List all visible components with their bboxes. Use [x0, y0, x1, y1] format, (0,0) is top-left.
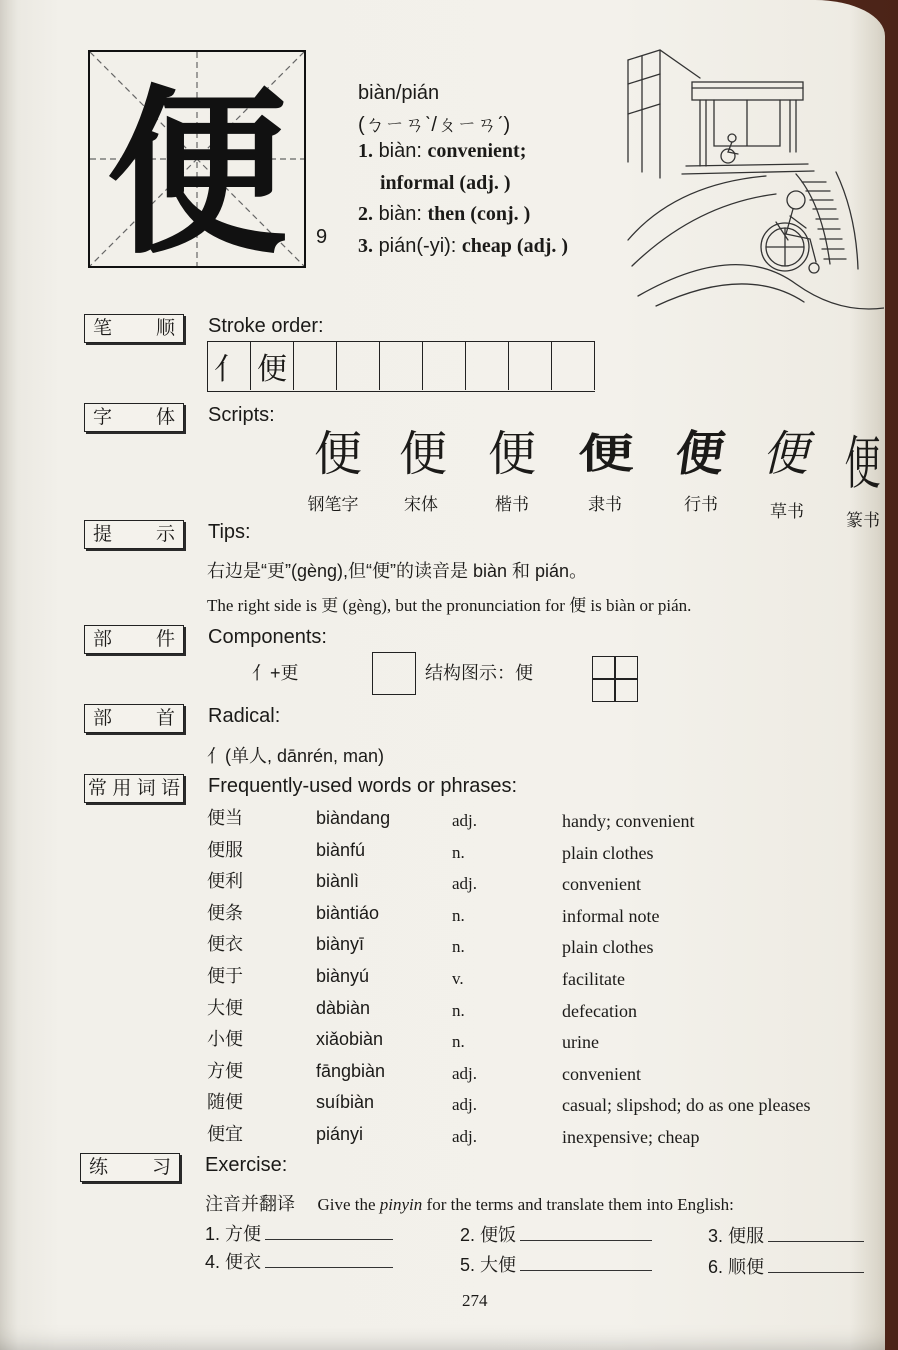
- structure-diagram: [592, 656, 638, 702]
- definition-reading: pián(-yi):: [378, 235, 457, 257]
- exercise-term: 便服: [728, 1226, 765, 1246]
- definition-number: 2.: [358, 203, 373, 225]
- word-meaning: facilitate: [562, 968, 625, 989]
- definition-gloss: informal (adj. ): [380, 172, 511, 194]
- table-row: [207, 803, 867, 835]
- word-term: 随便: [207, 1092, 243, 1113]
- definition-gloss: cheap (adj. ): [461, 235, 569, 257]
- exercise-term: 顺便: [728, 1257, 765, 1277]
- script-name: 楷书: [495, 495, 529, 514]
- word-pinyin: biànyī: [316, 934, 365, 955]
- word-pos: n.: [452, 1000, 465, 1020]
- table-row: [207, 1119, 867, 1151]
- word-meaning: plain clothes: [562, 937, 654, 958]
- script-glyph-cao: 便: [759, 426, 819, 482]
- word-term: 便利: [207, 871, 243, 892]
- word-meaning: informal note: [562, 905, 660, 926]
- stroke-box-empty: [509, 342, 552, 390]
- word-term: 方便: [207, 1060, 243, 1081]
- answer-blank: [768, 1225, 864, 1242]
- word-pos: adj.: [452, 874, 478, 894]
- word-term: 小便: [207, 1029, 243, 1050]
- word-meaning: urine: [562, 1032, 599, 1053]
- script-glyph-xing: 便: [672, 426, 728, 482]
- exercise-item: [460, 1221, 652, 1247]
- word-meaning: convenient: [562, 1063, 641, 1084]
- answer-blank: [520, 1224, 652, 1241]
- table-row: [207, 866, 867, 898]
- exercise-number: 1.: [205, 1224, 221, 1244]
- tip-english: The right side is 更 (gèng), but the pronunciation for 便 is biàn or pián.: [207, 596, 692, 615]
- zhuyin: (ㄅㄧㄢˋ/ㄆㄧㄢˊ): [358, 114, 511, 136]
- script-name: 隶书: [588, 495, 622, 514]
- word-pinyin: biànlì: [316, 871, 360, 892]
- component-box: [372, 652, 416, 695]
- word-term: 便当: [207, 808, 243, 828]
- exercise-instruction: [205, 1190, 734, 1216]
- word-meaning: defecation: [562, 1000, 637, 1021]
- word-pinyin: biànfú: [316, 839, 366, 860]
- table-row: [207, 929, 867, 961]
- word-pinyin: xiǎobiàn: [316, 1029, 384, 1050]
- word-pinyin: biàndang: [316, 808, 391, 828]
- section-title-exercise: Exercise:: [205, 1154, 288, 1176]
- definition-reading: biàn:: [378, 203, 422, 225]
- definition-2: [358, 203, 530, 226]
- word-pos: adj.: [452, 1095, 478, 1115]
- script-glyph-zhuan: 便: [844, 430, 881, 498]
- script-name: 篆书: [846, 511, 880, 530]
- word-term: 便条: [207, 902, 243, 923]
- exercise-item: [460, 1251, 652, 1277]
- word-pinyin: suíbiàn: [316, 1092, 375, 1113]
- exercise-term: 便衣: [225, 1252, 262, 1272]
- instruction-italic: pinyin: [379, 1195, 423, 1214]
- section-label-exercise: 练 习: [80, 1153, 180, 1182]
- word-pos: adj.: [452, 1126, 478, 1146]
- table-row: [207, 835, 867, 867]
- definition-3: [358, 235, 568, 258]
- table-row: [207, 1024, 867, 1056]
- instruction-part: Give the: [317, 1195, 376, 1214]
- script-glyph-song: 便: [398, 426, 447, 482]
- word-term: 便于: [207, 965, 243, 986]
- word-pinyin: biànyú: [316, 965, 370, 986]
- answer-blank: [265, 1223, 393, 1240]
- script-name: 宋体: [404, 495, 438, 514]
- stroke-box-empty: [423, 342, 466, 390]
- definition-number: 1.: [358, 140, 373, 162]
- section-title-scripts: Scripts:: [208, 404, 275, 426]
- definition-1: [358, 140, 526, 163]
- word-term: 便衣: [207, 934, 243, 955]
- word-pinyin: dàbiàn: [316, 997, 371, 1018]
- stroke-box-empty: [552, 342, 595, 390]
- section-label-stroke-order: 笔 顺: [84, 314, 184, 343]
- word-term: 便服: [207, 839, 243, 860]
- exercise-item: [205, 1220, 393, 1246]
- stroke-box-empty: [380, 342, 423, 390]
- stroke-box: 便: [251, 342, 294, 390]
- instruction-english: [317, 1195, 733, 1214]
- word-meaning: handy; convenient: [562, 811, 695, 831]
- stroke-box-empty: [337, 342, 380, 390]
- exercise-item: [708, 1222, 864, 1248]
- stroke-box: 亻: [208, 342, 251, 390]
- section-label-scripts: 字 体: [84, 403, 184, 432]
- table-row: [207, 1056, 867, 1088]
- section-label-tips: 提 示: [84, 520, 184, 549]
- word-term: 大便: [207, 997, 243, 1018]
- stroke-box-empty: [466, 342, 509, 390]
- word-meaning: convenient: [562, 874, 641, 895]
- word-pinyin: biàntiáo: [316, 902, 380, 923]
- word-pos: n.: [452, 937, 465, 957]
- word-pos: adj.: [452, 1063, 478, 1083]
- word-meaning: inexpensive; cheap: [562, 1126, 700, 1147]
- component-formula: 亻+更: [252, 663, 299, 683]
- instruction-chinese: 注音并翻译: [205, 1194, 295, 1214]
- word-pinyin: piányi: [316, 1123, 364, 1144]
- section-label-radical: 部 首: [84, 704, 184, 733]
- radical-text: 亻(单人, dānrén, man): [207, 746, 385, 766]
- structure-divider-horizontal: [593, 678, 637, 680]
- page-number: 274: [462, 1291, 488, 1310]
- pinyin: biàn/pián: [358, 82, 440, 104]
- script-name: 钢笔字: [307, 495, 359, 514]
- definition-gloss: then (conj. ): [427, 203, 531, 225]
- word-term: 便宜: [207, 1123, 243, 1144]
- word-meaning: casual; slipshod; do as one pleases: [562, 1095, 811, 1116]
- exercise-number: 5.: [460, 1255, 476, 1275]
- table-row: [207, 898, 867, 930]
- script-name: 草书: [770, 502, 804, 521]
- script-glyph-kai: 便: [487, 426, 536, 482]
- definition-number: 3.: [358, 235, 373, 257]
- word-pos: n.: [452, 842, 465, 862]
- section-title-stroke-order: Stroke order:: [208, 315, 324, 337]
- exercise-number: 4.: [205, 1252, 221, 1272]
- word-pos: v.: [452, 968, 464, 988]
- character-grid-box: [88, 50, 306, 279]
- definition-1-continued: [380, 172, 511, 195]
- instruction-part: for the terms and translate them into English:: [426, 1195, 734, 1214]
- headword-character: 便: [106, 68, 287, 279]
- word-pinyin: fāngbiàn: [316, 1060, 386, 1081]
- words-table: [207, 803, 867, 1151]
- script-glyph-pen: 便: [313, 426, 362, 482]
- word-pos: n.: [452, 1032, 465, 1052]
- table-row: [207, 961, 867, 993]
- stroke-count: 9: [316, 226, 328, 248]
- word-pos: adj.: [452, 811, 478, 830]
- table-row: [207, 1087, 867, 1119]
- section-label-components: 部 件: [84, 625, 184, 654]
- stroke-box-empty: [294, 342, 337, 390]
- answer-blank: [768, 1256, 864, 1273]
- section-label-words: 常用词语: [84, 774, 184, 803]
- answer-blank: [265, 1251, 393, 1268]
- script-name: 行书: [684, 495, 718, 514]
- exercise-item: [205, 1248, 393, 1274]
- tip-chinese: 右边是“更”(gèng),但“便”的读音是 biàn 和 pián。: [207, 561, 588, 581]
- exercise-item: [708, 1253, 864, 1279]
- answer-blank: [520, 1254, 652, 1271]
- section-title-radical: Radical:: [208, 705, 281, 727]
- exercise-number: 3.: [708, 1226, 724, 1246]
- wheelchair-ramp-illustration: [626, 44, 884, 314]
- section-title-words: Frequently-used words or phrases:: [208, 775, 518, 797]
- word-meaning: plain clothes: [562, 842, 654, 863]
- definition-gloss: convenient;: [427, 140, 527, 162]
- exercise-number: 6.: [708, 1257, 724, 1277]
- definition-reading: biàn:: [378, 140, 422, 162]
- table-row: [207, 993, 867, 1025]
- exercise-term: 大便: [480, 1255, 517, 1275]
- word-pos: n.: [452, 905, 465, 925]
- exercise-term: 方便: [225, 1224, 262, 1244]
- structure-label: 结构图示：便: [425, 663, 533, 683]
- exercise-term: 便饭: [480, 1225, 517, 1245]
- section-title-components: Components:: [208, 626, 327, 648]
- stroke-order-grid: [207, 341, 595, 392]
- section-title-tips: Tips:: [208, 521, 251, 543]
- exercise-number: 2.: [460, 1225, 476, 1245]
- script-glyph-li: 便: [578, 430, 634, 478]
